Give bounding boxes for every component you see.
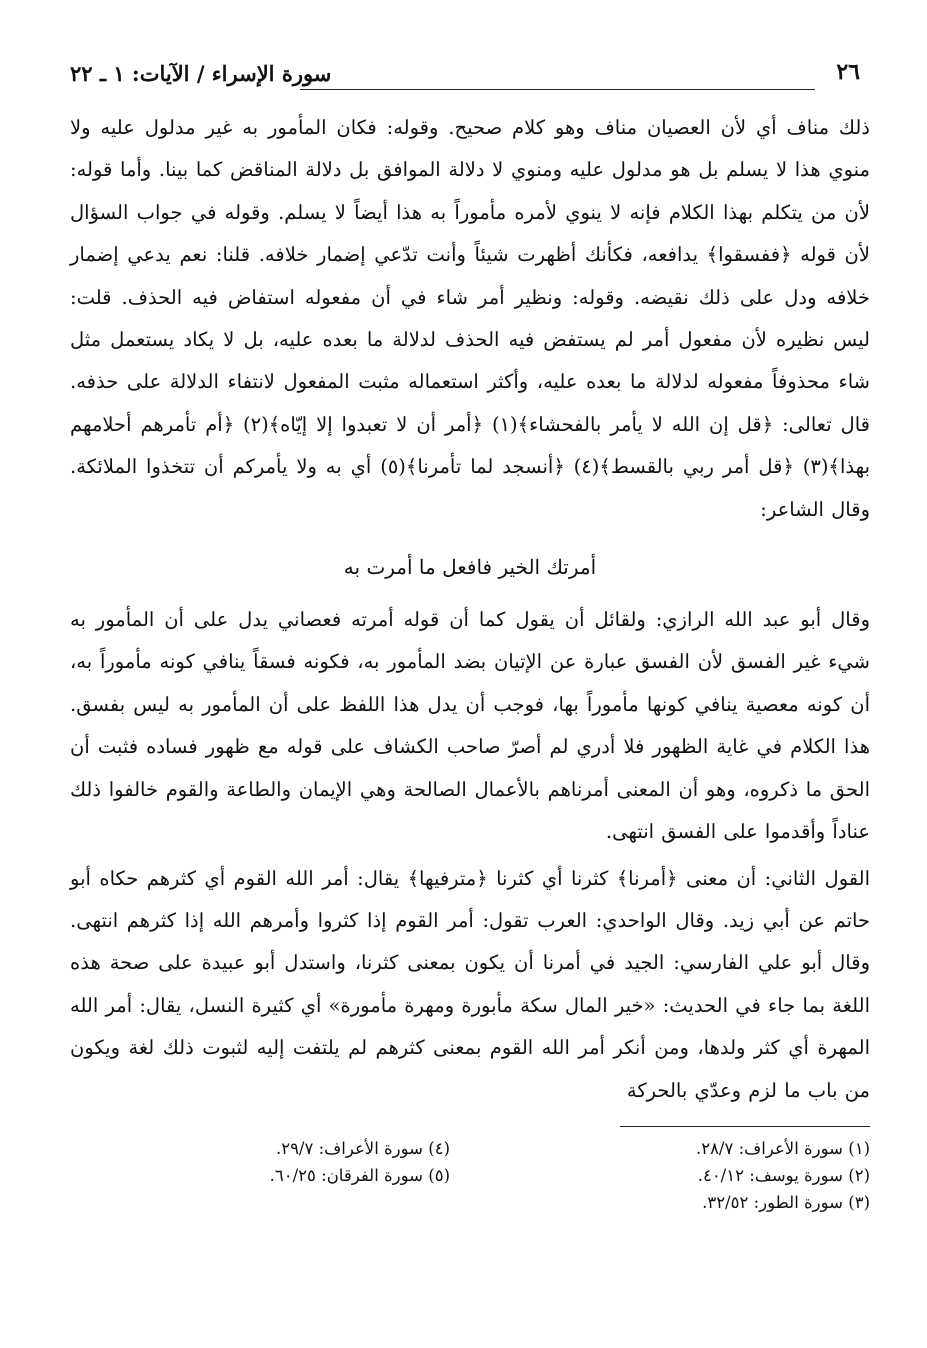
page: [70, 55, 870, 1216]
footnote-1: (١) سورة الأعراف: ٢٨/٧.: [695, 1138, 870, 1158]
footnote-2: (٢) سورة يوسف: ٤٠/١٢.: [697, 1165, 870, 1185]
body-text: [70, 107, 870, 1112]
running-title: سورة الإسراء / الآيات: ١ ـ ٢٢: [70, 61, 332, 86]
footnotes-left-column: [70, 1135, 450, 1216]
page-number: ٢٦: [836, 59, 860, 85]
poetry-verse: أمرتك الخير فافعل ما أمرت به: [343, 555, 597, 580]
paragraph-2: وقال أبو عبد الله الرازي: ولقائل أن يقول كما أن قوله أمرته فعصاني يدل على أن المأمور به شيء غير الفسق لأن الفسق عبارة عن الإتيان بضد المأمور به، فكونه فسقاً ينافي كونه مأموراً به، أن كونه معصية ينافي كونها مأموراً بها، فوجب أن يدل هذا اللفظ على أن المأمور به ليس بفسق. هذا الكلام في غاية الظهور فلا أدري لم أصرّ صاحب الكشاف على قوله مع ظهور فساده فثبت أن الحق ما ذكروه، وهو أن المعنى أمرناهم بالأعمال الصالحة وهي الإيمان والطاعة والقوم خالفوا ذلك عناداً وأقدموا على الفسق انتهى.: [70, 608, 870, 844]
footnote-5: (٥) سورة الفرقان: ٦٠/٢٥.: [269, 1165, 450, 1185]
footnotes: [70, 1135, 870, 1216]
footnote-4: (٤) سورة الأعراف: ٢٩/٧.: [275, 1138, 450, 1158]
paragraph-3: القول الثاني: أن معنى ﴿أمرنا﴾ كثرنا أي كثرنا ﴿مترفيها﴾ يقال: أمر الله القوم أي كثرهم حكاه أبو حاتم عن أبي زيد. وقال الواحدي: العرب تقول: أمر القوم إذا كثروا وأمرهم الله إذا كثرهم انتهى. وقال أبو علي الفارسي: الجيد في أمرنا أن يكون بمعنى كثرنا، واستدل أبو عبيدة على صحة هذه اللغة بما جاء في الحديث: «خير المال سكة مأبورة ومهرة مأمورة» أي كثيرة النسل، يقال: أمر الله المهرة أي كثر ولدها، ومن أنكر أمر الله القوم بمعنى كثرهم لم يلتفت إليه لثبوت ذلك لغة ويكون من باب ما لزم وعدّي بالحركة: [70, 866, 870, 1102]
footnote-3: (٣) سورة الطور: ٣٢/٥٢.: [702, 1192, 870, 1212]
page-header: [70, 55, 870, 101]
footnotes-right-column: [490, 1135, 870, 1216]
footnote-divider: [620, 1126, 870, 1127]
header-rule: [300, 89, 815, 90]
paragraph-1: ذلك مناف أي لأن العصيان مناف وهو كلام صحيح. وقوله: فكان المأمور به غير مدلول عليه ولا منوي هذا لا يسلم بل هو مدلول عليه ومنوي لا دلالة الموافق بل دلالة المناقض كما بينا. وأما قوله: لأن من يتكلم بهذا الكلام فإنه لا ينوي لأمره مأموراً به هذا أيضاً لا يسلم. وقوله في جواب السؤال لأن قوله ﴿ففسقوا﴾ يدافعه، فكأنك أظهرت شيئاً وأنت تدّعي إضمار خلافه. قلنا: نعم يدعي إضمار خلافه ودل على ذلك نقيضه. وقوله: ونظير أمر شاء في أن مفعوله استفاض فيه الحذف. قلت: ليس نظيره لأن مفعول أمر لم يستفض فيه الحذف لدلالة ما بعده عليه، بل لا يكاد يستعمل مثل شاء محذوفاً مفعوله لدلالة ما بعده عليه، وأكثر استعماله مثبت المفعول لانتفاء الدلالة على حذفه. قال تعالى: ﴿قل إن الله لا يأمر بالفحشاء﴾(١) ﴿أمر أن لا تعبدوا إلا إيّاه﴾(٢) ﴿أم تأمرهم أحلامهم بهذا﴾(٣) ﴿قل أمر ربي بالقسط﴾(٤) ﴿أنسجد لما تأمرنا﴾(٥) أي به ولا يأمركم أن تتخذوا الملائكة. وقال الشاعر:: [70, 116, 871, 521]
